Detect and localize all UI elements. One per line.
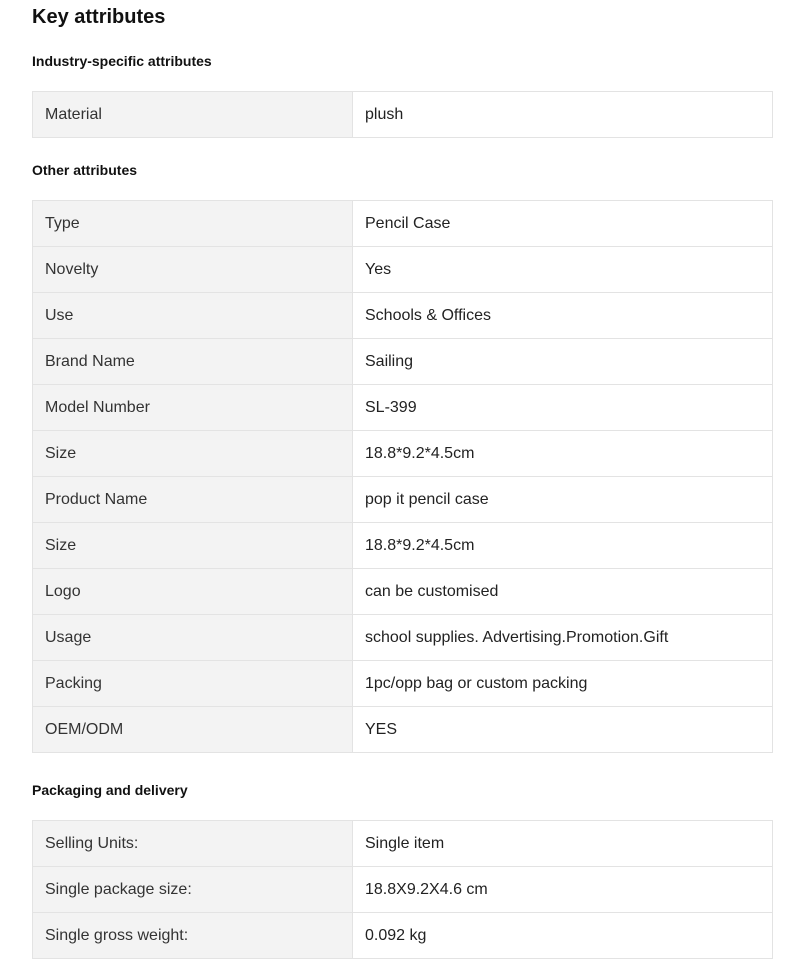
- attribute-key: Single gross weight:: [33, 913, 353, 959]
- table-row: [33, 431, 773, 477]
- attribute-value: 1pc/opp bag or custom packing: [353, 661, 773, 707]
- attribute-value: 0.092 kg: [353, 913, 773, 959]
- table-row: [33, 615, 773, 661]
- table-row: [33, 661, 773, 707]
- attribute-value: plush: [353, 92, 773, 138]
- table-row: [33, 867, 773, 913]
- table-row: [33, 523, 773, 569]
- table-row: [33, 385, 773, 431]
- attribute-key: Brand Name: [33, 339, 353, 385]
- table-row: [33, 339, 773, 385]
- attribute-value: SL-399: [353, 385, 773, 431]
- table-row: [33, 201, 773, 247]
- attribute-key: Model Number: [33, 385, 353, 431]
- table-row: [33, 707, 773, 753]
- attribute-value: Single item: [353, 821, 773, 867]
- table-row: [33, 913, 773, 959]
- attribute-value: can be customised: [353, 569, 773, 615]
- attribute-value: Pencil Case: [353, 201, 773, 247]
- table-row: [33, 92, 773, 138]
- attribute-value: pop it pencil case: [353, 477, 773, 523]
- table-row: [33, 477, 773, 523]
- attribute-value: 18.8*9.2*4.5cm: [353, 431, 773, 477]
- table-row: [33, 247, 773, 293]
- attribute-value: Sailing: [353, 339, 773, 385]
- attribute-key: Use: [33, 293, 353, 339]
- table-row: [33, 569, 773, 615]
- attribute-key: Size: [33, 523, 353, 569]
- attribute-key: Product Name: [33, 477, 353, 523]
- attribute-value: YES: [353, 707, 773, 753]
- attribute-key: Size: [33, 431, 353, 477]
- other-attributes-table: [32, 200, 773, 753]
- attribute-value: school supplies. Advertising.Promotion.Gift: [353, 615, 773, 661]
- section-heading-packaging: Packaging and delivery: [32, 782, 188, 798]
- attribute-key: Selling Units:: [33, 821, 353, 867]
- attribute-value: Schools & Offices: [353, 293, 773, 339]
- attribute-key: Usage: [33, 615, 353, 661]
- table-row: [33, 293, 773, 339]
- industry-attributes-table: [32, 91, 773, 138]
- attribute-key: Novelty: [33, 247, 353, 293]
- attribute-value: 18.8*9.2*4.5cm: [353, 523, 773, 569]
- attribute-value: 18.8X9.2X4.6 cm: [353, 867, 773, 913]
- attribute-key: OEM/ODM: [33, 707, 353, 753]
- attribute-key: Packing: [33, 661, 353, 707]
- packaging-delivery-table: [32, 820, 773, 959]
- page-title: Key attributes: [32, 6, 166, 28]
- section-heading-industry: Industry-specific attributes: [32, 53, 212, 69]
- table-row: [33, 821, 773, 867]
- attribute-key: Material: [33, 92, 353, 138]
- attribute-key: Single package size:: [33, 867, 353, 913]
- attribute-key: Logo: [33, 569, 353, 615]
- section-heading-other: Other attributes: [32, 162, 138, 178]
- attribute-value: Yes: [353, 247, 773, 293]
- attribute-key: Type: [33, 201, 353, 247]
